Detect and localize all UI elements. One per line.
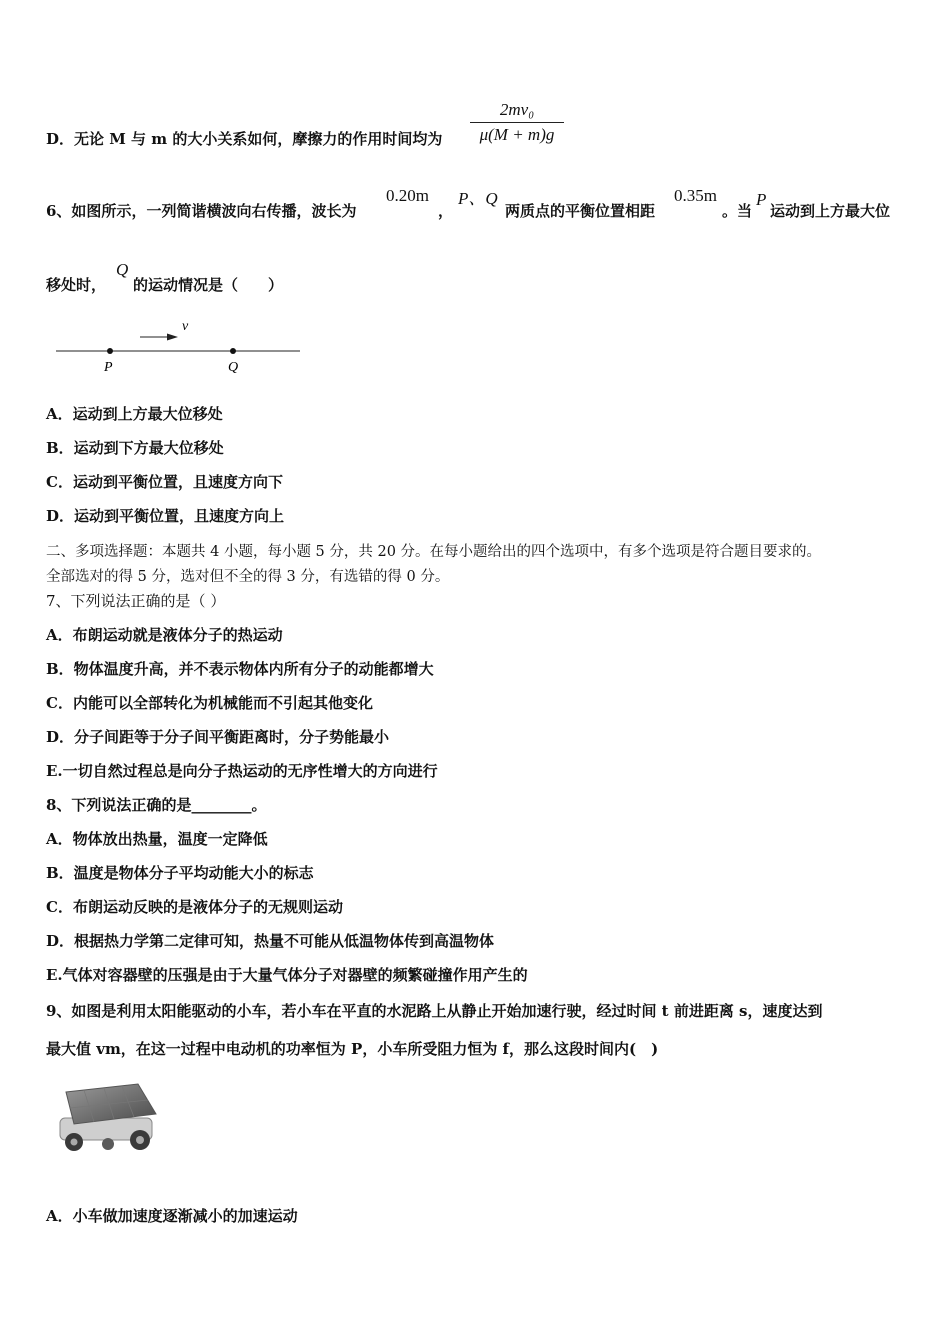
formula-numerator: 2mv₀ — [499, 100, 535, 119]
point-p-dot — [107, 348, 113, 354]
q6-q-label: Q — [116, 260, 129, 279]
velocity-arrowhead — [167, 334, 178, 341]
velocity-label: v — [182, 319, 189, 334]
q8-option-d: D．根据热力学第二定律可知，热量不可能从低温物体传到高温物体 — [46, 932, 495, 950]
section2-heading-line2: 全部选对的得 5 分，选对但不全的得 3 分，有选错的得 0 分。 — [46, 569, 450, 585]
fraction-bar — [470, 122, 564, 123]
q6-option-c: C．运动到平衡位置，且速度方向下 — [46, 473, 283, 491]
q6-option-a: A．运动到上方最大位移处 — [46, 405, 223, 423]
q8-option-a: A．物体放出热量，温度一定降低 — [46, 830, 268, 848]
q6-distance: 0.35m — [674, 186, 717, 205]
formula-denominator: μ(M + m)g — [479, 125, 555, 144]
point-p-label: P — [104, 360, 113, 375]
q6-stem-part1: 6、如图所示，一列简谐横波向右传播，波长为 — [46, 202, 357, 220]
q7-option-a: A．布朗运动就是液体分子的热运动 — [46, 626, 283, 644]
q6-points: P、Q — [458, 189, 498, 208]
q9-option-a: A．小车做加速度逐渐减小的加速运动 — [46, 1207, 298, 1225]
q5-formula — [470, 100, 564, 145]
q6-p-label: P — [756, 190, 767, 209]
q6-stem-part3: 。当 — [722, 202, 753, 220]
q8-option-b: B．温度是物体分子平均动能大小的标志 — [46, 864, 314, 882]
q6-stem-line2a: 移处时， — [46, 276, 107, 294]
section2-heading-line1: 二、多项选择题：本题共 4 小题，每小题 5 分，共 20 分。在每小题给出的四个选项中，有多个选项是符合题目要求的。 — [46, 544, 822, 560]
q8-option-c: C．布朗运动反映的是液体分子的无规则运动 — [46, 898, 343, 916]
q6-stem-line2b: 的运动情况是（ ） — [133, 276, 284, 294]
q7-option-e: E.一切自然过程总是向分子热运动的无序性增大的方向进行 — [46, 762, 438, 780]
wave-diagram — [54, 316, 304, 378]
q6-option-b: B．运动到下方最大位移处 — [46, 439, 224, 457]
q7-option-b: B．物体温度升高，并不表示物体内所有分子的动能都增大 — [46, 660, 434, 678]
q8-stem: 8、下列说法正确的是________。 — [46, 796, 267, 814]
q6-stem-part2: 两质点的平衡位置相距 — [505, 202, 656, 220]
q9-stem-line2: 最大值 vm，在这一过程中电动机的功率恒为 P，小车所受阻力恒为 f，那么这段时间内( ) — [46, 1040, 659, 1058]
q8-option-e: E.气体对容器壁的压强是由于大量气体分子对器壁的频繁碰撞作用产生的 — [46, 966, 528, 984]
q7-stem: 7、下列说法正确的是（ ） — [46, 592, 226, 610]
point-q-label: Q — [228, 360, 239, 375]
q6-stem-part4: 运动到上方最大位 — [770, 202, 891, 220]
q5-option-d: D．无论 M 与 m 的大小关系如何，摩擦力的作用时间均为 — [46, 130, 443, 148]
q7-option-c: C．内能可以全部转化为机械能而不引起其他变化 — [46, 694, 373, 712]
q6-option-d: D．运动到平衡位置，且速度方向上 — [46, 507, 285, 525]
q6-wavelength: 0.20m — [386, 186, 429, 205]
point-q-dot — [230, 348, 236, 354]
solar-car-image — [52, 1078, 162, 1156]
q9-stem-line1: 9、如图是利用太阳能驱动的小车，若小车在平直的水泥路上从静止开始加速行驶，经过时间 t 前进距离 s，速度达到 — [46, 1002, 823, 1020]
q7-option-d: D．分子间距等于分子间平衡距离时，分子势能最小 — [46, 728, 390, 746]
